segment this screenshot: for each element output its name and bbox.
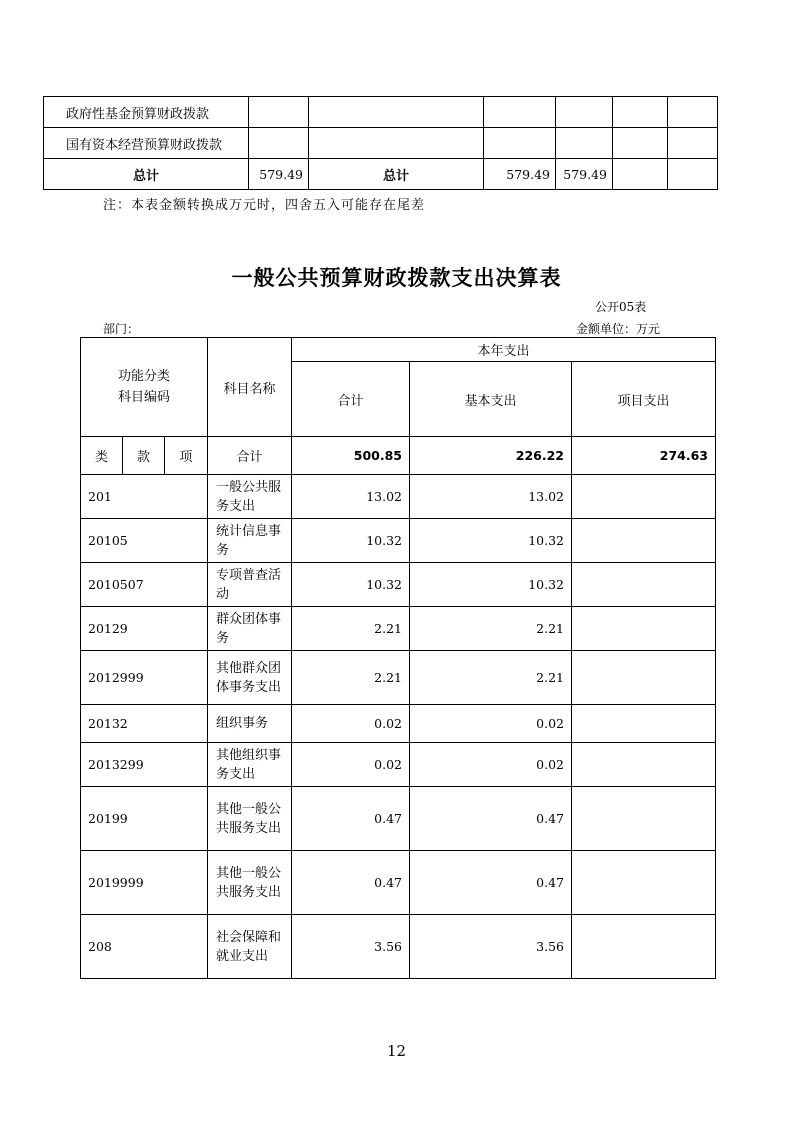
row-code: 208 [81, 915, 208, 979]
total-label-left: 总计 [44, 159, 249, 190]
total-value-right-2: 579.49 [556, 159, 613, 190]
row-project [572, 705, 716, 743]
row-total: 2.21 [292, 607, 410, 651]
total-header: 合计 [292, 362, 410, 437]
table-row [81, 607, 716, 651]
row-basic: 10.32 [410, 563, 572, 607]
project-header: 项目支出 [572, 362, 716, 437]
functional-code-header: 功能分类 科目编码 [81, 338, 208, 437]
row-basic: 3.56 [410, 915, 572, 979]
row-project [572, 651, 716, 705]
row-code: 20132 [81, 705, 208, 743]
row-basic: 0.02 [410, 705, 572, 743]
table-row [44, 97, 718, 128]
row-code: 20105 [81, 519, 208, 563]
row-project [572, 563, 716, 607]
row-name: 统计信息事务 [208, 519, 292, 563]
row-name: 其他组织事务支出 [208, 743, 292, 787]
row-basic: 0.47 [410, 851, 572, 915]
sum-total: 500.85 [292, 437, 410, 475]
lei-header: 类 [81, 437, 123, 475]
row-name: 其他一般公共服务支出 [208, 851, 292, 915]
unit-label: 金额单位：万元 [576, 322, 661, 336]
total-value-right-1: 579.49 [484, 159, 556, 190]
row-name: 一般公共服务支出 [208, 475, 292, 519]
row-code: 201 [81, 475, 208, 519]
row-total: 10.32 [292, 563, 410, 607]
department-label: 部门： [103, 322, 140, 336]
row-basic: 2.21 [410, 651, 572, 705]
table-row [81, 851, 716, 915]
row-name: 其他群众团体事务支出 [208, 651, 292, 705]
row-total: 0.47 [292, 851, 410, 915]
row-code: 20199 [81, 787, 208, 851]
table-row [81, 519, 716, 563]
page-title: 一般公共预算财政拨款支出决算表 [231, 266, 562, 290]
row-name: 专项普查活动 [208, 563, 292, 607]
row-label: 国有资本经营预算财政拨款 [44, 128, 249, 159]
row-code: 20129 [81, 607, 208, 651]
row-project [572, 787, 716, 851]
row-basic: 2.21 [410, 607, 572, 651]
row-name: 群众团体事务 [208, 607, 292, 651]
table-row [81, 651, 716, 705]
row-label: 政府性基金预算财政拨款 [44, 97, 249, 128]
xiang-header: 项 [165, 437, 208, 475]
page-number: 12 [386, 1042, 407, 1060]
row-project [572, 851, 716, 915]
sum-project: 274.63 [572, 437, 716, 475]
form-code: 公开05表 [595, 300, 647, 314]
row-project [572, 475, 716, 519]
rounding-note: 注：本表金额转换成万元时，四舍五入可能存在尾差 [103, 198, 426, 213]
row-basic: 0.02 [410, 743, 572, 787]
row-total: 3.56 [292, 915, 410, 979]
row-total: 13.02 [292, 475, 410, 519]
table-row [81, 563, 716, 607]
row-total: 0.47 [292, 787, 410, 851]
header-row [81, 338, 716, 362]
row-basic: 10.32 [410, 519, 572, 563]
table-row [81, 475, 716, 519]
row-code: 2019999 [81, 851, 208, 915]
row-project [572, 607, 716, 651]
row-basic: 0.47 [410, 787, 572, 851]
table-row [81, 787, 716, 851]
row-basic: 13.02 [410, 475, 572, 519]
total-label-right: 总计 [309, 159, 484, 190]
kuan-header: 款 [123, 437, 165, 475]
sum-label: 合计 [208, 437, 292, 475]
row-code: 2012999 [81, 651, 208, 705]
row-project [572, 915, 716, 979]
table-row [44, 128, 718, 159]
row-name: 其他一般公共服务支出 [208, 787, 292, 851]
row-name: 组织事务 [208, 705, 292, 743]
table-row [81, 915, 716, 979]
row-total: 0.02 [292, 705, 410, 743]
row-name: 社会保障和就业支出 [208, 915, 292, 979]
sum-basic: 226.22 [410, 437, 572, 475]
carryover-table [43, 96, 718, 190]
total-value-left: 579.49 [249, 159, 309, 190]
row-total: 0.02 [292, 743, 410, 787]
row-project [572, 743, 716, 787]
subject-name-header: 科目名称 [208, 338, 292, 437]
table-row [81, 705, 716, 743]
current-year-header: 本年支出 [292, 338, 716, 362]
row-total: 10.32 [292, 519, 410, 563]
table-row [81, 743, 716, 787]
sum-row [81, 437, 716, 475]
row-project [572, 519, 716, 563]
row-code: 2013299 [81, 743, 208, 787]
row-code: 2010507 [81, 563, 208, 607]
basic-header: 基本支出 [410, 362, 572, 437]
total-row [44, 159, 718, 190]
row-total: 2.21 [292, 651, 410, 705]
expenditure-table [80, 337, 716, 979]
